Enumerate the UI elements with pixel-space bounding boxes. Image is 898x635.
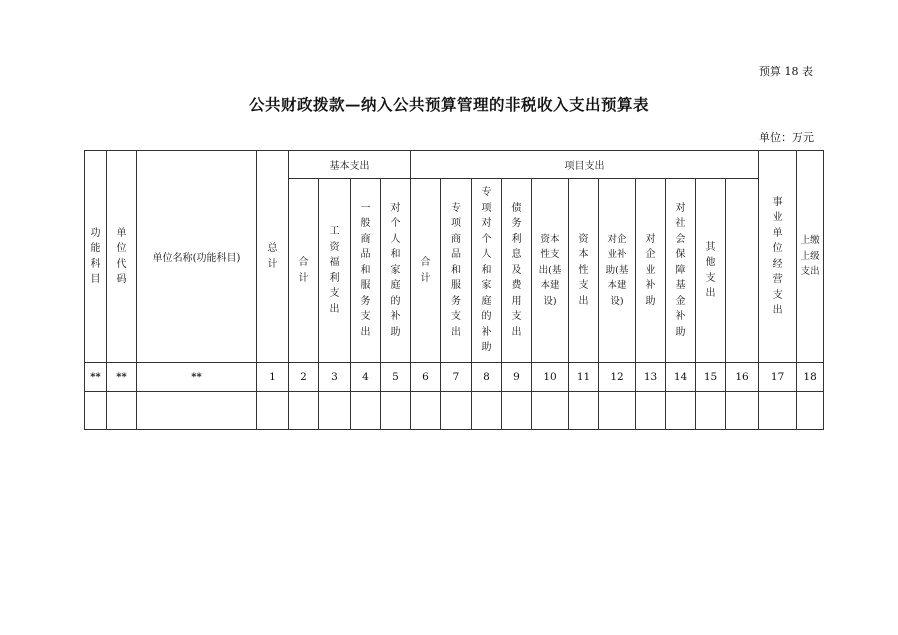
empty-cell	[319, 392, 351, 430]
number-cell: **	[137, 363, 257, 392]
empty-cell	[797, 392, 824, 430]
empty-cell	[289, 392, 319, 430]
header-capital-build: 资本 性支 出(基 本建 设)	[532, 179, 569, 363]
number-cell: 4	[351, 363, 381, 392]
empty-cell	[257, 392, 289, 430]
number-cell: **	[85, 363, 107, 392]
empty-cell	[411, 392, 441, 430]
number-cell: 13	[636, 363, 666, 392]
header-business: 事 业 单 位 经 营 支 出	[759, 151, 797, 363]
empty-cell	[666, 392, 696, 430]
empty-cell	[599, 392, 636, 430]
number-cell: 18	[797, 363, 824, 392]
empty-cell	[381, 392, 411, 430]
header-debt: 债 务 利 息 及 费 用 支 出	[502, 179, 532, 363]
number-row	[85, 363, 824, 392]
header-proj-goods: 专 项 商 品 和 服 务 支 出	[441, 179, 472, 363]
empty-cell	[441, 392, 472, 430]
number-cell: 14	[666, 363, 696, 392]
header-other: 其 他 支 出	[696, 179, 726, 363]
empty-cell	[107, 392, 137, 430]
number-cell: 11	[569, 363, 599, 392]
empty-cell	[569, 392, 599, 430]
header-unit-code: 单 位 代 码	[107, 151, 137, 363]
number-cell: 9	[502, 363, 532, 392]
number-cell: 16	[726, 363, 759, 392]
number-cell: 5	[381, 363, 411, 392]
number-cell: 8	[472, 363, 502, 392]
number-cell: 1	[257, 363, 289, 392]
number-cell: 17	[759, 363, 797, 392]
empty-cell	[137, 392, 257, 430]
header-salary: 工 资 福 利 支 出	[319, 179, 351, 363]
header-family: 对 个 人 和 家 庭 的 补 助	[381, 179, 411, 363]
header-enterprise: 对 企 业 补 助	[636, 179, 666, 363]
number-cell: 2	[289, 363, 319, 392]
header-capital: 资 本 性 支 出	[569, 179, 599, 363]
header-proj-total: 合 计	[411, 179, 441, 363]
header-enterprise-build: 对企 业补 助(基 本建 设)	[599, 179, 636, 363]
budget-table	[84, 150, 824, 430]
number-cell: **	[107, 363, 137, 392]
empty-cell	[472, 392, 502, 430]
empty-cell	[759, 392, 797, 430]
header-row-groups	[85, 151, 824, 179]
number-cell: 3	[319, 363, 351, 392]
empty-cell	[502, 392, 532, 430]
header-proj-family: 专 项 对 个 人 和 家 庭 的 补 助	[472, 179, 502, 363]
header-project-group: 项目支出	[411, 151, 759, 179]
header-upper: 上缴 上级 支出	[797, 151, 824, 363]
page-title: 公共财政拨款—纳入公共预算管理的非税收入支出预算表	[248, 95, 649, 114]
header-social: 对 社 会 保 障 基 金 补 助	[666, 179, 696, 363]
empty-cell	[696, 392, 726, 430]
empty-cell	[532, 392, 569, 430]
form-number: 预算 18 表	[759, 65, 813, 78]
header-func-subject: 功 能 科 目	[85, 151, 107, 363]
empty-cell	[636, 392, 666, 430]
header-basic-group: 基本支出	[289, 151, 411, 179]
empty-data-row	[85, 392, 824, 430]
number-cell: 6	[411, 363, 441, 392]
number-cell: 7	[441, 363, 472, 392]
unit-label: 单位：万元	[759, 131, 814, 144]
number-cell: 12	[599, 363, 636, 392]
empty-cell	[726, 392, 759, 430]
number-cell: 10	[532, 363, 569, 392]
header-goods: 一 般 商 品 和 服 务 支 出	[351, 179, 381, 363]
empty-cell	[351, 392, 381, 430]
empty-cell	[85, 392, 107, 430]
header-unit-name: 单位名称(功能科目)	[137, 151, 257, 363]
number-cell: 15	[696, 363, 726, 392]
header-basic-total: 合 计	[289, 179, 319, 363]
header-total: 总 计	[257, 151, 289, 363]
